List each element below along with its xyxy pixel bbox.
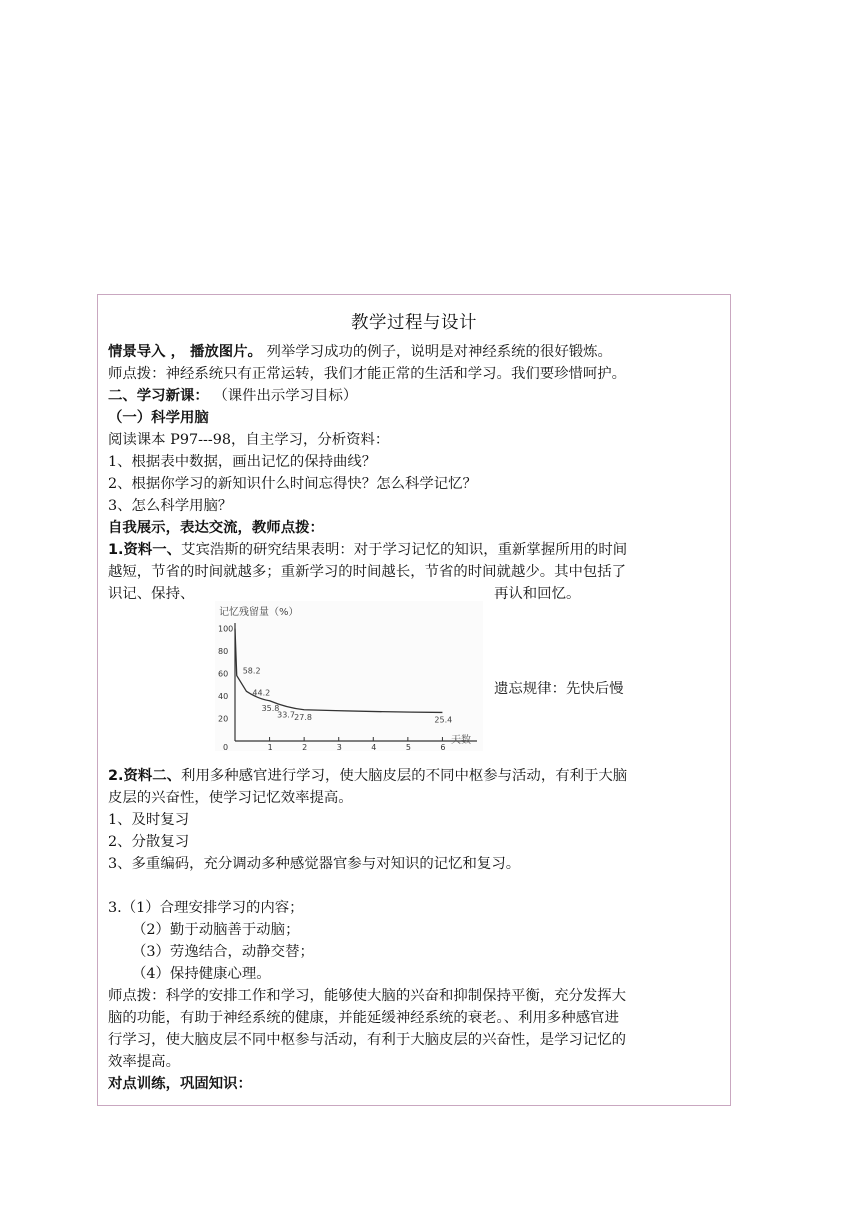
material-1-heading: 1.资料一、 xyxy=(108,542,182,558)
teacher-note-line-1: 师点拨：科学的安排工作和学习，能够使大脑的兴奋和抑制保持平衡，充分发挥大 xyxy=(108,988,627,1004)
section-2-heading: 二、学习新课： xyxy=(108,388,209,404)
question-3: 3、怎么科学用脑？ xyxy=(108,498,233,514)
chart-background xyxy=(215,601,483,751)
data-label: 58.2 xyxy=(242,666,261,676)
material-1-line-2: 越短，节省的时间就越多；重新学习的时间越长，节省的时间就越少。其中包括了 xyxy=(108,564,627,580)
y-tick-label: 40 xyxy=(218,692,229,702)
section-2-line xyxy=(108,385,357,407)
teacher-note-line-4: 效率提高。 xyxy=(108,1054,180,1070)
method-1: 1、及时复习 xyxy=(108,812,190,828)
x-tick-label: 1 xyxy=(267,743,273,751)
material-2-line-1 xyxy=(108,765,627,787)
forgetting-rule: 遗忘规律：先快后慢 xyxy=(494,681,624,697)
x-tick-label: 5 xyxy=(405,743,411,751)
lesson-design-table xyxy=(97,294,731,1106)
page-title: 教学过程与设计 xyxy=(351,313,477,333)
x-tick-label: 4 xyxy=(371,743,377,751)
self-show-heading: 自我展示，表达交流，教师点拨： xyxy=(108,520,324,536)
material-1-text: 艾宾浩斯的研究结果表明：对于学习记忆的知识，重新掌握所用的时间 xyxy=(181,542,628,558)
teacher-note-line-3: 行学习，使大脑皮层不同中枢参与活动，有利于大脑皮层的兴奋性，是学习记忆的 xyxy=(108,1032,627,1048)
material-1-line-1 xyxy=(108,539,627,561)
chart-title: 记忆残留量（%） xyxy=(219,607,299,618)
x-tick-label: 6 xyxy=(440,743,446,751)
y-tick-label: 80 xyxy=(218,647,229,657)
method-2: 2、分散复习 xyxy=(108,834,190,850)
practice-heading: 对点训练，巩固知识： xyxy=(108,1076,252,1092)
point-3-item-3: （3）劳逸结合，动静交替； xyxy=(132,944,314,960)
x-tick-label: 0 xyxy=(223,743,229,751)
reading-instruction: 阅读课本 P97---98，自主学习，分析资料： xyxy=(108,432,390,448)
forgetting-curve-chart xyxy=(215,601,483,751)
x-axis-label: 天数 xyxy=(451,735,471,746)
point-3-item-2: （2）勤于动脑善于动脑； xyxy=(132,922,300,938)
section-2-note: （课件出示学习目标） xyxy=(208,388,358,404)
material-2-line-2: 皮层的兴奋性，使学习记忆效率提高。 xyxy=(108,790,353,806)
data-label: 44.2 xyxy=(252,688,271,698)
method-3: 3、多重编码，充分调动多种感觉器官参与对知识的记忆和复习。 xyxy=(108,856,521,872)
question-1: 1、根据表中数据，画出记忆的保持曲线？ xyxy=(108,454,377,470)
material-2-text: 利用多种感官进行学习，使大脑皮层的不同中枢参与活动，有利于大脑 xyxy=(181,768,628,784)
material-1-line-3-left: 识记、保持、 xyxy=(108,586,195,602)
x-tick-label: 2 xyxy=(302,743,308,751)
x-tick-label: 3 xyxy=(336,743,342,751)
intro-line xyxy=(108,341,612,363)
intro-heading: 情景导入 ， 播放图片。 xyxy=(108,344,262,360)
intro-line-2: 师点拨：神经系统只有正常运转，我们才能正常的生活和学习。我们要珍惜呵护。 xyxy=(108,366,627,382)
y-tick-label: 60 xyxy=(218,669,229,679)
data-label-33-7: 33.7 xyxy=(277,710,295,720)
material-1-line-3-right: 再认和回忆。 xyxy=(494,586,581,602)
data-label: 27.8 xyxy=(294,712,312,722)
question-2: 2、根据你学习的新知识什么时间忘得快？怎么科学记忆？ xyxy=(108,476,477,492)
subsection-heading: （一）科学用脑 xyxy=(108,410,209,426)
y-tick-label: 100 xyxy=(218,624,234,634)
y-tick-label: 20 xyxy=(218,714,229,724)
teacher-note-line-2: 脑的功能，有助于神经系统的健康，并能延缓神经系统的衰老。、利用多种感官进 xyxy=(108,1010,619,1026)
data-label: 25.4 xyxy=(434,715,453,725)
point-3-line-1: 3.（1）合理安排学习的内容； xyxy=(108,900,304,916)
intro-text: 列举学习成功的例子，说明是对神经系统的很好锻炼。 xyxy=(261,344,612,360)
point-3-item-4: （4）保持健康心理。 xyxy=(132,966,271,982)
material-2-heading: 2.资料二、 xyxy=(108,768,182,784)
data-label: 35.8 xyxy=(261,703,280,713)
